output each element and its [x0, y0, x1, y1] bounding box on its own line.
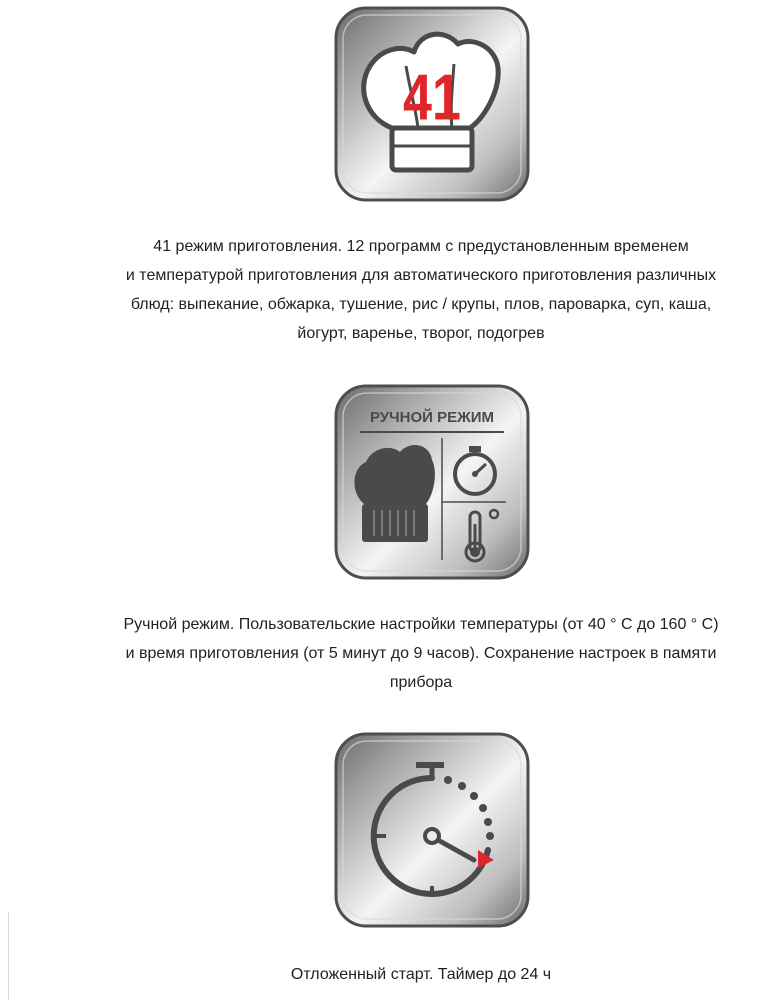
divider [8, 912, 9, 1000]
feature-41-modes [0, 0, 784, 350]
feature-description: Отложенный старт. Таймер до 24 ч [290, 966, 552, 983]
delayed-start-timer-icon [334, 732, 530, 928]
chef-hat-41-icon [334, 6, 530, 202]
feature-description: Ручной режим. Пользовательские настройки температуры (от 40 ° С до 160 ° С) и время приготовления (от 5 минут до 9 часов). Сохранение настроек в памяти прибора [123, 616, 719, 691]
feature-description: 41 режим приготовления. 12 программ с предустановленным временем и температурой приготовления для автоматического приготовления различных блюд: выпекание, обжарка, тушение, рис / крупы, плов, пароварка, суп, каша, йогурт, варенье, творог, подогрев [125, 238, 717, 342]
manual-mode-icon [334, 384, 530, 580]
feature-manual-mode [0, 380, 784, 700]
feature-delayed-start [0, 728, 784, 1000]
manual-mode-label: РУЧНОЙ РЕЖИМ [370, 409, 494, 426]
badge-number: 41 [403, 62, 461, 135]
